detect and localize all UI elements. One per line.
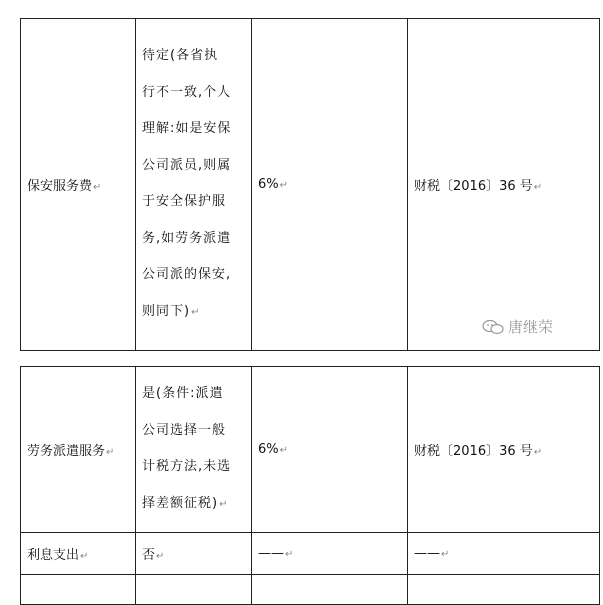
rate-cell bbox=[252, 367, 408, 533]
return-mark: ↵ bbox=[156, 551, 165, 562]
item-text: 劳务派遣服务 bbox=[27, 444, 106, 459]
note-line bbox=[142, 486, 245, 524]
vat-table-part-2 bbox=[20, 366, 600, 605]
rate-cell bbox=[252, 575, 408, 605]
table-row-partial bbox=[21, 575, 600, 605]
note-line: 公司派员,则属 bbox=[142, 157, 232, 173]
rate-text: 6% bbox=[258, 442, 279, 457]
note-cell bbox=[136, 367, 252, 533]
basis-cell bbox=[408, 575, 600, 605]
return-mark: ↵ bbox=[106, 447, 115, 458]
return-mark: ↵ bbox=[80, 551, 89, 562]
watermark bbox=[482, 316, 553, 337]
basis-cell bbox=[408, 533, 600, 575]
return-mark: ↵ bbox=[441, 549, 450, 560]
basis-cell bbox=[408, 19, 600, 351]
return-mark: ↵ bbox=[533, 447, 543, 458]
note-line: 待定(各省执 bbox=[142, 48, 219, 63]
rate-cell bbox=[252, 533, 408, 575]
note-line: 理解:如是安保 bbox=[142, 121, 232, 136]
note-line: 行不一致,个人 bbox=[142, 84, 232, 100]
note-text: 否 bbox=[142, 548, 156, 563]
table-row bbox=[21, 367, 600, 533]
note-line: 是(条件:派遣 bbox=[142, 386, 224, 401]
note-cell bbox=[136, 575, 252, 605]
return-mark: ↵ bbox=[279, 180, 289, 191]
rate-dash: —— bbox=[258, 546, 284, 561]
vat-table-part-1 bbox=[20, 18, 600, 351]
rate-cell bbox=[252, 19, 408, 351]
note-text: 择差额征税) bbox=[142, 495, 219, 511]
basis-text: 财税〔2016〕36 号 bbox=[414, 444, 533, 459]
note-cell bbox=[136, 19, 252, 351]
note-line: 务,如劳务派遣 bbox=[142, 230, 232, 246]
basis-dash: —— bbox=[414, 546, 440, 561]
item-cell bbox=[21, 575, 136, 605]
watermark-text: 唐继荣 bbox=[508, 318, 554, 336]
note-line: 于安全保护服 bbox=[142, 194, 227, 209]
return-mark: ↵ bbox=[533, 182, 543, 193]
basis-cell bbox=[408, 367, 600, 533]
return-mark: ↵ bbox=[279, 445, 289, 456]
note-cell bbox=[136, 533, 252, 575]
wechat-icon bbox=[482, 319, 504, 335]
note-line: 公司派的保安, bbox=[142, 267, 232, 282]
return-mark: ↵ bbox=[191, 306, 201, 318]
item-cell bbox=[21, 19, 136, 351]
item-cell bbox=[21, 367, 136, 533]
return-mark: ↵ bbox=[219, 498, 229, 510]
note-line: 公司选择一般 bbox=[142, 422, 227, 438]
table-row bbox=[21, 19, 600, 351]
note-line bbox=[142, 294, 245, 332]
note-text: 则同下) bbox=[142, 303, 191, 319]
item-text: 利息支出 bbox=[27, 548, 80, 563]
rate-text: 6% bbox=[258, 177, 279, 192]
basis-text: 财税〔2016〕36 号 bbox=[414, 179, 533, 194]
item-cell bbox=[21, 533, 136, 575]
return-mark: ↵ bbox=[285, 549, 294, 560]
table-row bbox=[21, 533, 600, 575]
note-line: 计税方法,未选 bbox=[142, 459, 232, 474]
return-mark: ↵ bbox=[93, 182, 102, 193]
item-text: 保安服务费 bbox=[27, 179, 93, 194]
